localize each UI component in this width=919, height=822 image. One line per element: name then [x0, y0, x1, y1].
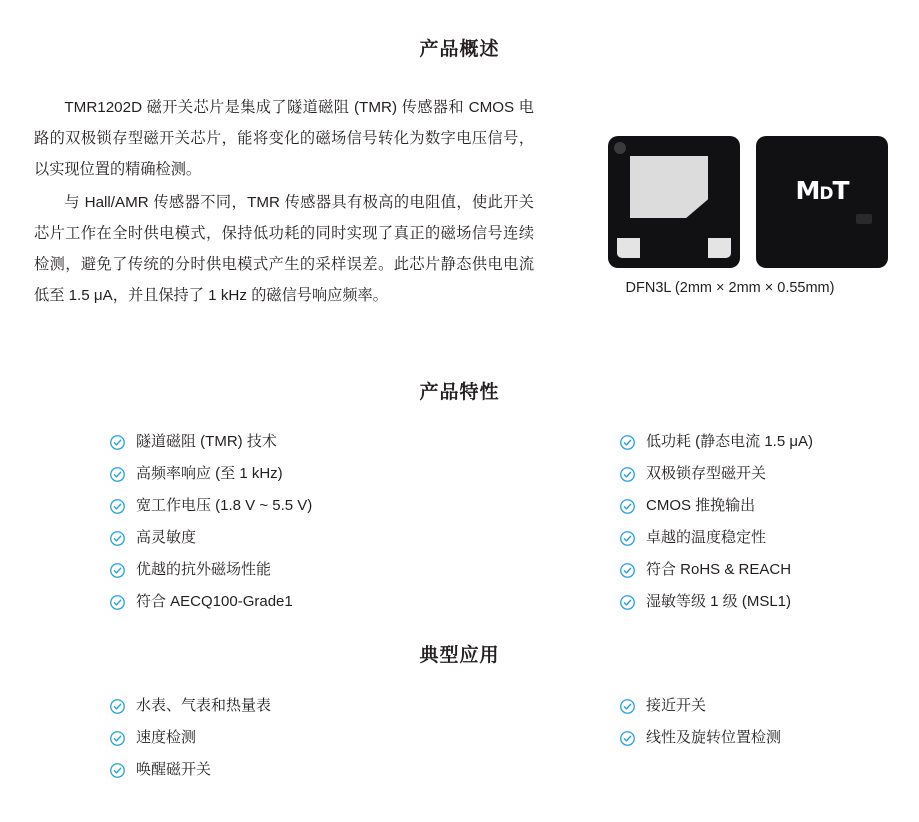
list-item-label: 接近开关 — [646, 697, 707, 714]
overview-text-block — [34, 92, 534, 313]
chip-bottom-view-image — [608, 136, 740, 268]
list-item — [620, 464, 919, 484]
package-caption: DFN3L (2mm × 2mm × 0.55mm) — [625, 280, 835, 296]
list-item — [110, 496, 470, 516]
list-item — [620, 560, 919, 580]
list-item-label: 唤醒磁开关 — [136, 761, 212, 778]
check-circle-icon — [620, 531, 635, 546]
chip-pin1-notch-icon — [614, 142, 626, 154]
list-item-label: 卓越的温度稳定性 — [646, 529, 767, 546]
list-item — [110, 592, 470, 612]
features-list-left — [110, 432, 470, 624]
check-circle-icon — [110, 435, 125, 450]
list-item — [620, 696, 919, 716]
list-item-label: 优越的抗外磁场性能 — [136, 561, 272, 578]
list-item-label: 符合 RoHS & REACH — [646, 561, 792, 578]
applications-list-left — [110, 696, 470, 792]
list-item — [110, 560, 470, 580]
check-circle-icon — [620, 467, 635, 482]
list-item — [110, 696, 470, 716]
overview-paragraph-1: TMR1202D 磁开关芯片是集成了隧道磁阻 (TMR) 传感器和 CMOS 电路的双极锁存型磁开关芯片，能将变化的磁场信号转化为数字电压信号，以实现位置的精确检测。 — [34, 99, 534, 178]
list-item — [620, 528, 919, 548]
list-item-label: 高灵敏度 — [136, 529, 197, 546]
list-item-label: 湿敏等级 1 级 (MSL1) — [646, 593, 792, 610]
chip-die-pad — [630, 156, 708, 218]
check-circle-icon — [110, 531, 125, 546]
list-item-label: 线性及旋转位置检测 — [646, 729, 782, 746]
check-circle-icon — [620, 563, 635, 578]
list-item — [110, 728, 470, 748]
list-item-label: 宽工作电压 (1.8 V ~ 5.5 V) — [136, 497, 313, 514]
chip-marking — [856, 214, 872, 224]
chip-top-view-image — [756, 136, 888, 268]
check-circle-icon — [620, 435, 635, 450]
list-item-label: CMOS 推挽输出 — [646, 497, 756, 514]
list-item — [110, 528, 470, 548]
applications-list-right — [620, 696, 919, 760]
list-item-label: 低功耗 (静态电流 1.5 μA) — [646, 433, 813, 450]
check-circle-icon — [110, 467, 125, 482]
section-title-overview: 产品概述 — [419, 39, 500, 60]
check-circle-icon — [110, 763, 125, 778]
list-item-label: 速度检测 — [136, 729, 197, 746]
list-item — [110, 760, 470, 780]
features-list-right — [620, 432, 919, 624]
list-item — [110, 432, 470, 452]
list-item — [620, 592, 919, 612]
check-circle-icon — [620, 595, 635, 610]
overview-paragraph-2: 与 Hall/AMR 传感器不同，TMR 传感器具有极高的电阻值，使此开关芯片工作在全时供电模式，保持低功耗的同时实现了真正的磁场信号连续检测，避免了传统的分时供电模式产生的采样误差。此芯片静态供电电流低至 1.5 μA，并且保持了 1 kHz 的磁信号响应频率。 — [34, 194, 534, 304]
list-item — [620, 728, 919, 748]
list-item-label: 高频率响应 (至 1 kHz) — [136, 465, 283, 482]
check-circle-icon — [110, 595, 125, 610]
list-item — [620, 432, 919, 452]
check-circle-icon — [110, 731, 125, 746]
check-circle-icon — [620, 499, 635, 514]
list-item-label: 水表、气表和热量表 — [136, 697, 272, 714]
list-item-label: 隧道磁阻 (TMR) 技术 — [136, 433, 277, 450]
list-item-label: 双极锁存型磁开关 — [646, 465, 767, 482]
package-photo — [560, 128, 900, 318]
check-circle-icon — [110, 699, 125, 714]
section-title-features: 产品特性 — [419, 382, 500, 403]
list-item — [110, 464, 470, 484]
section-title-applications: 典型应用 — [419, 645, 500, 666]
chip-pad-bottom-right — [708, 238, 731, 258]
check-circle-icon — [620, 699, 635, 714]
check-circle-icon — [110, 499, 125, 514]
list-item-label: 符合 AECQ100-Grade1 — [136, 593, 293, 610]
check-circle-icon — [110, 563, 125, 578]
check-circle-icon — [620, 731, 635, 746]
mdt-logo: MDT — [795, 176, 849, 205]
list-item — [620, 496, 919, 516]
chip-pad-bottom-left — [617, 238, 640, 258]
